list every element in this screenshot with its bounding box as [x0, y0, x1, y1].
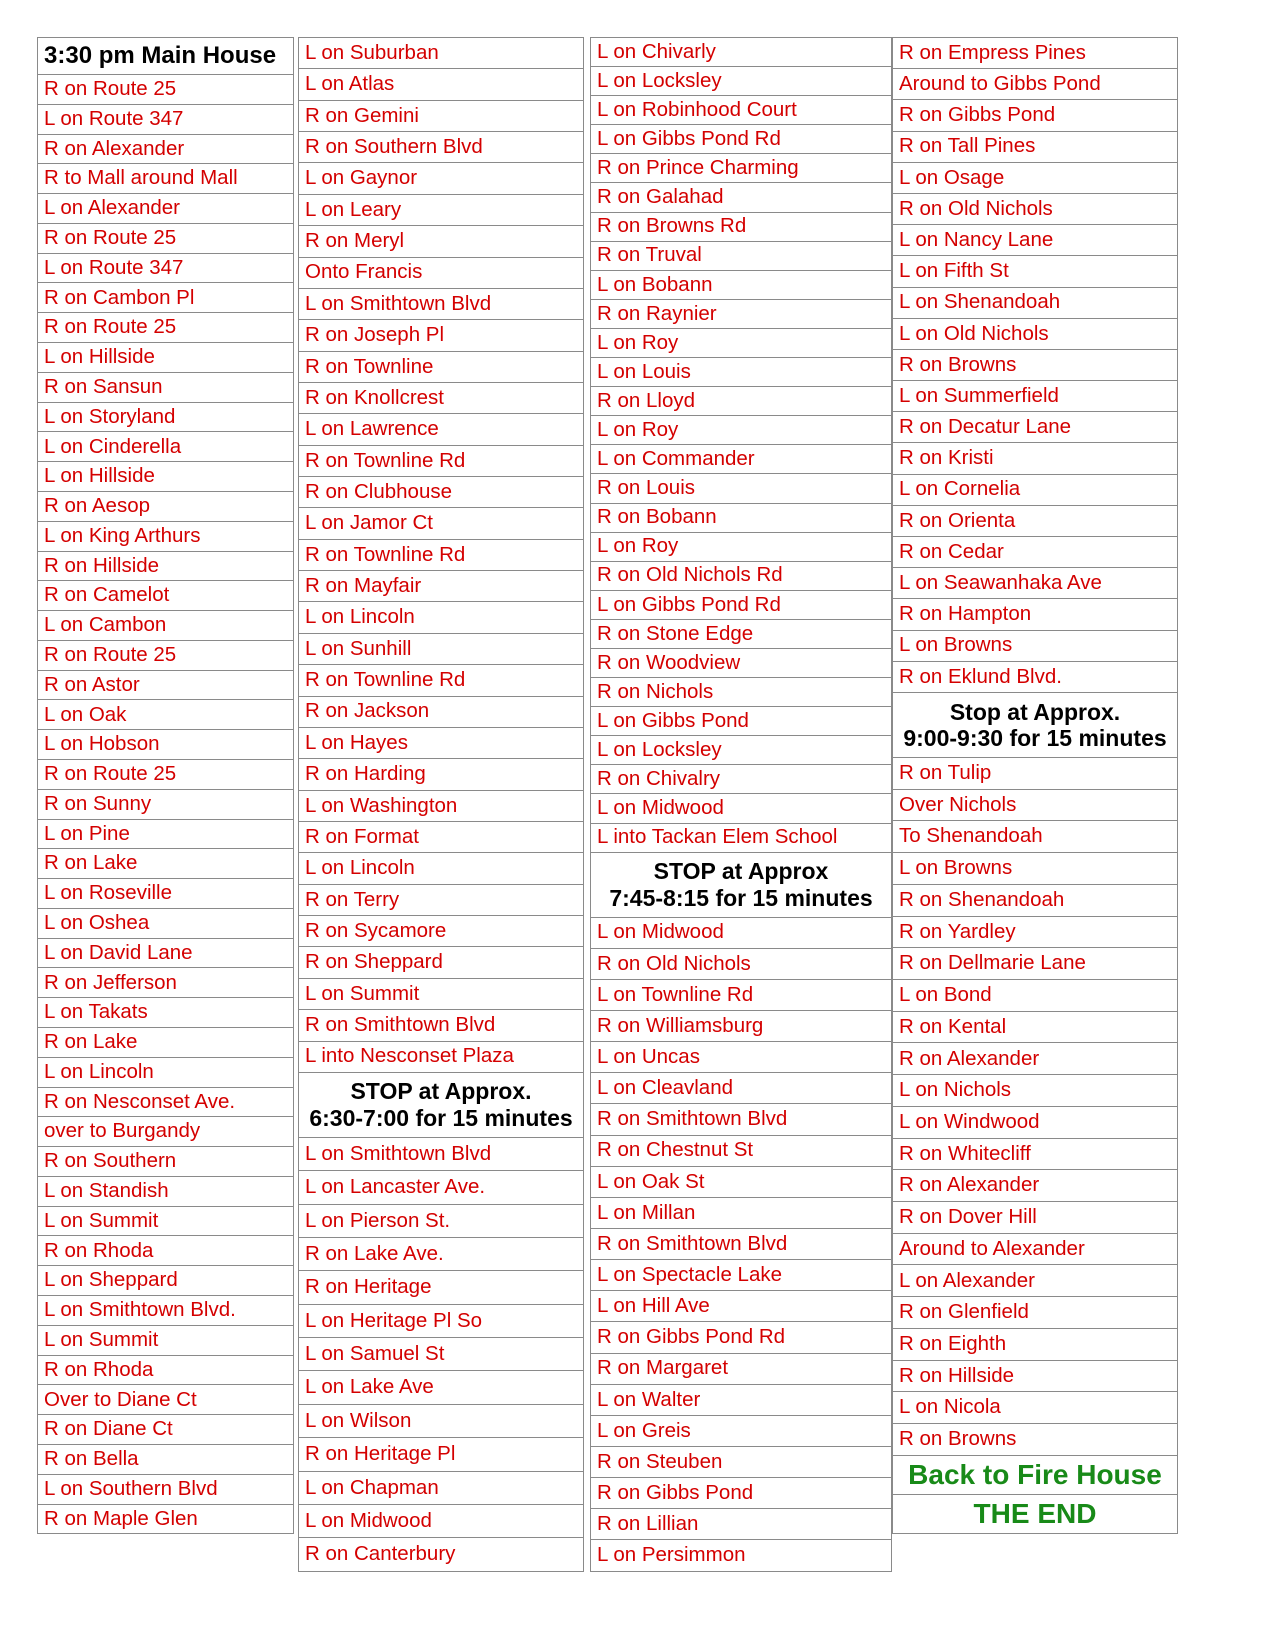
route-step: L on Smithtown Blvd.: [38, 1296, 293, 1326]
route-step: L on Nichols: [893, 1075, 1177, 1107]
route-step: L on Atlas: [299, 69, 583, 100]
route-step: R on Kental: [893, 1012, 1177, 1044]
stop-note-line1: Stop at Approx.: [949, 698, 1121, 725]
route-step: R on Galahad: [591, 183, 891, 212]
stop-note: [299, 1073, 583, 1138]
route-step: R on Smithtown Blvd: [299, 1010, 583, 1041]
route-step: R on Steuben: [591, 1447, 891, 1478]
start-header: 3:30 pm Main House: [38, 38, 293, 75]
route-step: R on Bella: [38, 1445, 293, 1475]
route-step: R on Smithtown Blvd: [591, 1229, 891, 1260]
route-step: R on Gemini: [299, 101, 583, 132]
route-step: R on Lake Ave.: [299, 1238, 583, 1271]
route-step: R on Townline Rd: [299, 540, 583, 571]
column-3: [590, 37, 892, 1572]
route-step: R on Eklund Blvd.: [893, 662, 1177, 693]
route-step: L on Seawanhaka Ave: [893, 568, 1177, 599]
route-step: L on Summit: [38, 1326, 293, 1356]
route-step: L on Roy: [591, 533, 891, 562]
route-step: R on Gibbs Pond: [893, 100, 1177, 131]
route-step: L on Lancaster Ave.: [299, 1171, 583, 1204]
route-step: L on Lake Ave: [299, 1371, 583, 1404]
route-step: L on Pine: [38, 820, 293, 850]
route-step: R on Empress Pines: [893, 38, 1177, 69]
route-step: L on Hill Ave: [591, 1291, 891, 1322]
route-step: L on Townline Rd: [591, 980, 891, 1011]
route-step: L on Storyland: [38, 403, 293, 433]
route-step: R on Williamsburg: [591, 1011, 891, 1042]
route-step: R on Sansun: [38, 373, 293, 403]
route-step: L on Louis: [591, 358, 891, 387]
route-step: L on Oak St: [591, 1167, 891, 1198]
route-step: R on Lillian: [591, 1509, 891, 1540]
route-step: R on Format: [299, 822, 583, 853]
route-step: L on Cambon: [38, 611, 293, 641]
route-step: L on Midwood: [591, 794, 891, 823]
route-step: R on Maple Glen: [38, 1505, 293, 1535]
route-step: R on Southern: [38, 1147, 293, 1177]
route-step: R on Prince Charming: [591, 154, 891, 183]
route-step: R on Lake: [38, 1028, 293, 1058]
route-step: L on Locksley: [591, 736, 891, 765]
route-step: L on Millan: [591, 1198, 891, 1229]
route-step: L on Oshea: [38, 909, 293, 939]
route-step: L on Jamor Ct: [299, 508, 583, 539]
route-step: R on Chivalry: [591, 765, 891, 794]
route-step: R on Route 25: [38, 313, 293, 343]
route-step: R on Cambon Pl: [38, 283, 293, 313]
route-step: L on David Lane: [38, 939, 293, 969]
route-step: L on Lincoln: [299, 602, 583, 633]
route-step: R on Glenfield: [893, 1297, 1177, 1329]
route-step: R on Eighth: [893, 1329, 1177, 1361]
route-step: R on Dellmarie Lane: [893, 948, 1177, 980]
route-step: R on Stone Edge: [591, 620, 891, 649]
route-step: L on Robinhood Court: [591, 96, 891, 125]
route-step: L on Lincoln: [38, 1058, 293, 1088]
route-step: L on Nicola: [893, 1392, 1177, 1424]
route-step: R on Woodview: [591, 649, 891, 678]
route-step: R on Aesop: [38, 492, 293, 522]
route-step: R on Gibbs Pond Rd: [591, 1322, 891, 1353]
route-step: L on Persimmon: [591, 1540, 891, 1571]
route-step: R on Old Nichols Rd: [591, 562, 891, 591]
route-step: L on Greis: [591, 1416, 891, 1447]
back-to-fire-house: Back to Fire House: [893, 1456, 1177, 1495]
route-step: R on Old Nichols: [591, 949, 891, 980]
route-step: R on Townline: [299, 352, 583, 383]
route-step: L on Roy: [591, 416, 891, 445]
route-step: L on Browns: [893, 631, 1177, 662]
route-step: L on Cornelia: [893, 475, 1177, 506]
the-end: THE END: [893, 1495, 1177, 1534]
route-step: R on Camelot: [38, 581, 293, 611]
route-step: L on Nancy Lane: [893, 225, 1177, 256]
route-step: R on Orienta: [893, 506, 1177, 537]
route-step: Around to Alexander: [893, 1234, 1177, 1266]
route-step: L on Chapman: [299, 1472, 583, 1505]
route-step: R on Kristi: [893, 443, 1177, 474]
route-step: L on Windwood: [893, 1107, 1177, 1139]
column-1: [37, 37, 294, 1534]
route-step: L on Route 347: [38, 254, 293, 284]
route-step: R on Gibbs Pond: [591, 1478, 891, 1509]
route-step: L on Uncas: [591, 1042, 891, 1073]
route-step: R on Sycamore: [299, 916, 583, 947]
route-step: L on Gibbs Pond Rd: [591, 125, 891, 154]
route-step: To Shenandoah: [893, 821, 1177, 853]
route-step: Onto Francis: [299, 258, 583, 289]
route-step: R on Alexander: [893, 1170, 1177, 1202]
route-step: L on Roseville: [38, 879, 293, 909]
stop-note-line2: 6:30-7:00 for 15 minutes: [309, 1104, 573, 1131]
route-step: R on Clubhouse: [299, 477, 583, 508]
route-step: L on Smithtown Blvd: [299, 289, 583, 320]
route-step: L on Cleavland: [591, 1073, 891, 1104]
route-step: R on Browns: [893, 1424, 1177, 1456]
stop-note-line2: 7:45-8:15 for 15 minutes: [609, 884, 873, 911]
route-step: R on Louis: [591, 474, 891, 503]
route-step: L on Summit: [299, 979, 583, 1010]
route-step: L on Route 347: [38, 105, 293, 135]
route-step: R on Astor: [38, 671, 293, 701]
route-step: L on Heritage Pl So: [299, 1305, 583, 1338]
route-step: R on Sheppard: [299, 947, 583, 978]
route-step: R on Shenandoah: [893, 885, 1177, 917]
route-step: L on Washington: [299, 791, 583, 822]
route-step: L on King Arthurs: [38, 522, 293, 552]
route-step: R on Route 25: [38, 641, 293, 671]
stop-note: [893, 693, 1177, 758]
route-step: L on Old Nichols: [893, 319, 1177, 350]
route-step: R on Rhoda: [38, 1356, 293, 1386]
route-step: L on Summerfield: [893, 381, 1177, 412]
route-step: R on Meryl: [299, 226, 583, 257]
route-step: L on Alexander: [893, 1265, 1177, 1297]
route-step: L on Chivarly: [591, 38, 891, 67]
route-step: R on Dover Hill: [893, 1202, 1177, 1234]
route-step: R on Margaret: [591, 1354, 891, 1385]
stop-note: [591, 853, 891, 918]
route-step: R on Canterbury: [299, 1538, 583, 1571]
route-step: R on Townline Rd: [299, 446, 583, 477]
route-step: L on Hayes: [299, 728, 583, 759]
column-2: [298, 37, 584, 1572]
column-4: [892, 37, 1178, 1534]
route-step: L on Roy: [591, 329, 891, 358]
route-step: R on Heritage Pl: [299, 1438, 583, 1471]
route-step: L on Lincoln: [299, 853, 583, 884]
route-step: L on Alexander: [38, 194, 293, 224]
route-step: R on Knollcrest: [299, 383, 583, 414]
route-step: L on Shenandoah: [893, 288, 1177, 319]
route-step: R on Smithtown Blvd: [591, 1104, 891, 1135]
route-step: R on Old Nichols: [893, 194, 1177, 225]
route-step: L on Samuel St: [299, 1338, 583, 1371]
route-step: L on Fifth St: [893, 256, 1177, 287]
route-step: Around to Gibbs Pond: [893, 69, 1177, 100]
route-step: R on Bobann: [591, 504, 891, 533]
route-step: R on Hillside: [38, 552, 293, 582]
route-step: R on Raynier: [591, 300, 891, 329]
route-step: R on Heritage: [299, 1271, 583, 1304]
route-step: R on Route 25: [38, 760, 293, 790]
route-step: L into Nesconset Plaza: [299, 1042, 583, 1073]
route-step: L on Wilson: [299, 1405, 583, 1438]
route-step: R on Route 25: [38, 75, 293, 105]
route-step: R on Hampton: [893, 599, 1177, 630]
route-step: L on Bond: [893, 980, 1177, 1012]
route-step: R on Hillside: [893, 1361, 1177, 1393]
route-step: R on Jefferson: [38, 968, 293, 998]
route-step: L on Browns: [893, 853, 1177, 885]
route-step: R on Sunny: [38, 790, 293, 820]
route-step: R on Cedar: [893, 537, 1177, 568]
route-step: L on Pierson St.: [299, 1205, 583, 1238]
route-step: Over to Diane Ct: [38, 1385, 293, 1415]
route-step: L on Osage: [893, 163, 1177, 194]
route-step: R on Tall Pines: [893, 132, 1177, 163]
stop-note-line1: STOP at Approx: [653, 858, 829, 885]
route-step: R on Nichols: [591, 678, 891, 707]
route-step: L on Standish: [38, 1177, 293, 1207]
route-step: L on Bobann: [591, 271, 891, 300]
route-step: R on Decatur Lane: [893, 412, 1177, 443]
route-step: L on Hillside: [38, 462, 293, 492]
route-step: L on Midwood: [591, 918, 891, 949]
route-step: R on Southern Blvd: [299, 132, 583, 163]
route-step: L on Gaynor: [299, 163, 583, 194]
route-step: R on Lloyd: [591, 387, 891, 416]
route-step: R on Mayfair: [299, 571, 583, 602]
route-step: R on Browns: [893, 350, 1177, 381]
route-step: R on Diane Ct: [38, 1415, 293, 1445]
route-step: R on Tulip: [893, 758, 1177, 790]
stop-note-line2: 9:00-9:30 for 15 minutes: [903, 724, 1167, 751]
route-step: R on Yardley: [893, 917, 1177, 949]
route-step: R on Chestnut St: [591, 1136, 891, 1167]
route-step: R on Townline Rd: [299, 665, 583, 696]
route-step: R on Alexander: [893, 1043, 1177, 1075]
route-step: L on Gibbs Pond Rd: [591, 591, 891, 620]
route-step: R on Harding: [299, 759, 583, 790]
route-step: L on Commander: [591, 445, 891, 474]
route-step: R on Browns Rd: [591, 213, 891, 242]
route-step: L on Southern Blvd: [38, 1475, 293, 1505]
route-step: L on Locksley: [591, 67, 891, 96]
route-step: L on Walter: [591, 1385, 891, 1416]
route-step: R on Joseph Pl: [299, 320, 583, 351]
route-step: R on Truval: [591, 242, 891, 271]
route-step: L on Cinderella: [38, 432, 293, 462]
route-step: over to Burgandy: [38, 1117, 293, 1147]
route-step: L on Summit: [38, 1207, 293, 1237]
route-step: L on Gibbs Pond: [591, 707, 891, 736]
route-step: R on Lake: [38, 849, 293, 879]
route-step: R on Nesconset Ave.: [38, 1088, 293, 1118]
route-step: L on Takats: [38, 998, 293, 1028]
route-step: L on Hobson: [38, 730, 293, 760]
route-step: L into Tackan Elem School: [591, 824, 891, 853]
route-step: L on Sunhill: [299, 634, 583, 665]
route-step: L on Suburban: [299, 38, 583, 69]
route-step: R on Whitecliff: [893, 1139, 1177, 1171]
stop-note-line1: STOP at Approx.: [350, 1078, 532, 1105]
route-step: R on Jackson: [299, 697, 583, 728]
route-step: R on Rhoda: [38, 1236, 293, 1266]
route-step: L on Leary: [299, 195, 583, 226]
route-step: R on Terry: [299, 885, 583, 916]
route-step: L on Midwood: [299, 1505, 583, 1538]
route-step: R on Route 25: [38, 224, 293, 254]
route-step: L on Hillside: [38, 343, 293, 373]
route-step: L on Lawrence: [299, 414, 583, 445]
route-step: L on Smithtown Blvd: [299, 1138, 583, 1171]
route-step: L on Oak: [38, 700, 293, 730]
route-step: L on Spectacle Lake: [591, 1260, 891, 1291]
route-step: Over Nichols: [893, 790, 1177, 822]
route-step: R on Alexander: [38, 135, 293, 165]
route-step: R to Mall around Mall: [38, 164, 293, 194]
route-step: L on Sheppard: [38, 1266, 293, 1296]
